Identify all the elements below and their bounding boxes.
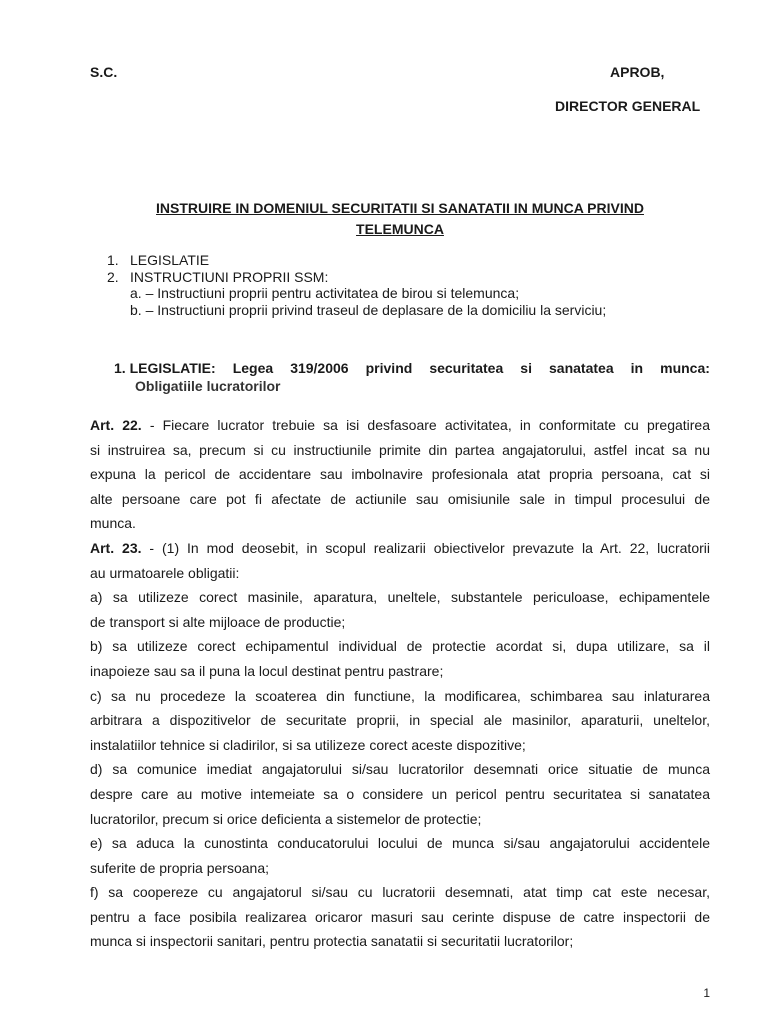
paragraph-line: pentru a face posibila realizarea oricaror masuri sau cerinte dispuse de catre inspectorii de [90,908,710,925]
paragraph-line: au urmatoarele obligatii: [90,564,240,581]
paragraph-line: suferite de propria persoana; [90,859,269,876]
section-heading-word: sanatatea [549,360,614,376]
obligation-d [90,757,710,831]
paragraph-line: f) sa coopereze cu angajatorul si/sau cu lucratorii desemnati, atat timp cat este necesar, [90,884,710,901]
paragraph-line: a) sa utilizeze corect masinile, aparatura, uneltele, substantele periculoase, echipamentele [90,589,710,606]
obligation-f [90,880,710,954]
section-heading-word: munca: [660,360,710,376]
paragraph-line: Art. 22. - Fiecare lucrator trebuie sa isi desfasoare activitatea, in conformitate cu pregatirea [90,417,710,433]
section-heading-word: securitatea [429,360,504,376]
obligation-b [90,634,710,683]
toc-item-number: 2. [107,268,119,285]
toc-item-label: LEGISLATIE [130,252,210,268]
section-heading-word: 319/2006 [290,360,349,376]
paragraph-line: despre care au motive intemeiate sa o considere un pericol pentru securitatea si sanatatea [90,785,710,802]
article-23 [90,536,710,585]
toc-item [107,252,606,269]
paragraph-line: de transport si alte mijloace de productie; [90,613,346,630]
paragraph-line: expuna la pericol de accidentare sau imbolnavire profesionala atat propria persoana, cat si [90,466,710,483]
section-heading-line [114,359,710,377]
toc-item-number: 1. [107,252,119,268]
paragraph-line: inapoieze sau sa il puna la locul destinat pentru pastrare; [90,662,444,679]
section-heading-word: in [630,360,644,376]
obligation-c [90,684,710,758]
toc-item [107,269,606,286]
paragraph-line: Art. 23. - (1) In mod deosebit, in scopul realizarii obiectivelor prevazute la Art. 22, lucratorii [90,539,710,556]
paragraph-line: instalatiilor tehnice si cladirilor, si sa utilizeze corect aceste dispozitive; [90,736,526,753]
section-heading-word: si [520,360,532,376]
paragraph-line: arbitrara a dispozitivelor de securitate proprii, in special ale masinilor, aparaturii, uneltelor, [90,712,710,729]
toc-subitem-a: a. – Instructiuni proprii pentru activitatea de birou si telemunca; [130,285,520,301]
paragraph-line: munca. [90,515,136,532]
article-label: Art. 22. [90,417,142,433]
paragraph-line: c) sa nu procedeze la scoaterea din functiune, la modificarea, schimbarea sau inlaturarea [90,687,710,704]
section-heading [114,359,710,395]
article-label: Art. 23. [90,539,142,556]
paragraph-line: e) sa aduca la cunostinta conducatorului locului de munca si/sau angajatorului accidentele [90,835,710,852]
toc-item-label: INSTRUCTIUNI PROPRII SSM: [130,268,329,285]
approval-label: APROB, [610,64,665,80]
paragraph-line: alte persoane care pot fi afectate de actiunile sau omisiunile sale in timpul procesului de [90,490,710,507]
section-subtitle: Obligatiile lucratorilor [135,378,281,394]
section-heading-word: privind [365,360,413,376]
page-number: 1 [703,986,710,1000]
title-line-2: TELEMUNCA [356,221,444,237]
paragraph-line: si instruirea sa, precum si cu instructiunile primite din partea angajatorului, astfel incat sa nu [90,441,710,458]
document-title [90,198,710,240]
paragraph-line: d) sa comunice imediat angajatorului si/sau lucratorilor desemnati orice situatie de munca [90,761,710,778]
paragraph-line: munca si inspectorii sanitari, pentru protectia sanatatii si securitatii lucratorilor; [90,933,574,950]
section-number: 1. [114,360,126,376]
article-22 [90,413,710,536]
table-of-contents [107,252,606,318]
toc-subitem-b: b. – Instructiuni proprii privind traseul de deplasare de la domiciliu la serviciu; [130,301,607,318]
section-heading-word: Legea [232,360,274,376]
document-body [90,413,710,954]
paragraph-line: lucratorilor, precum si orice deficienta a sistemelor de protectie; [90,810,482,827]
paragraph-line: b) sa utilizeze corect echipamentul individual de protectie acordat si, dupa utilizare, sa il [90,638,710,655]
title-line-1: INSTRUIRE IN DOMENIUL SECURITATII SI SANATATII IN MUNCA PRIVIND [156,200,644,216]
section-heading-word: 1. LEGISLATIE: [114,360,216,376]
director-label: DIRECTOR GENERAL [555,98,701,114]
company-label: S.C. [90,64,118,80]
obligation-e [90,831,710,880]
obligation-a [90,585,710,634]
